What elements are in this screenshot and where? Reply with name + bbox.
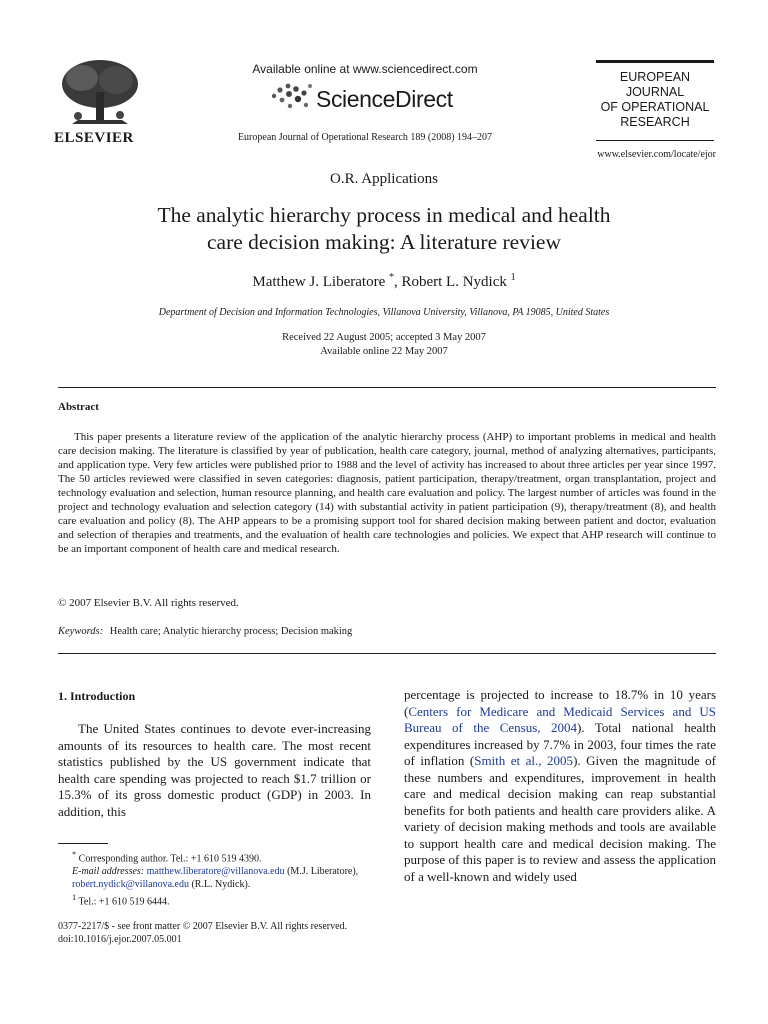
journal-title-line: JOURNAL: [625, 85, 685, 99]
footnote-text: Corresponding author. Tel.: +1 610 519 4390.: [78, 853, 262, 865]
email-link[interactable]: matthew.liberatore@villanova.edu: [146, 866, 285, 878]
article-dates: [0, 331, 768, 359]
footnote-text: Tel.: +1 610 519 6444.: [78, 896, 170, 908]
text-run: ). Given the magnitude of these numbers and expenditures, improvement in health care and medical decision making can reap substantial benefits for both patients and health care providers alike. A variety of decision making methods and tools are available to support health care and medical decision making. The purpose of this paper is to review and assess the application of a well-known and widely used: [404, 753, 716, 884]
journal-title-line: RESEARCH: [620, 115, 690, 129]
journal-title-box: [588, 70, 722, 130]
journal-title-line: EUROPEAN: [619, 70, 691, 84]
abstract-bottom-rule: [58, 653, 716, 654]
abstract-body: This paper presents a literature review of the application of the analytic hierarchy process (AHP) to important problems in medical and health care decision making. The literature is classified by year of publication, health care category, journal, method of analyzing alternatives, participants, and application type. Very few articles were published prior to 1988 and the level of activity has increased to about three articles per year since 1997. The 50 articles reviewed were classified in seven categories: diagnosis, patient participation, therapy/treatment, organ transplantation, project and technology evaluation and selection, human resource planning, and health care evaluation and policy. The largest number of articles was found in the project and technology evaluation and selection category (14) with substantial activity in patient participation (9), therapy/treatment (8), and health care evaluation and policy (8). The AHP appears to be a promising support tool for shared decision making between patient and doctor, evaluation and selection of therapies and treatments, and the evaluation of health care technologies and policies. We expect that AHP research will continue to be an important component of health care and medical research.: [58, 431, 716, 555]
sciencedirect-wordmark: ScienceDirect: [316, 86, 453, 112]
author-name[interactable]: Matthew J. Liberatore: [252, 274, 386, 290]
footnote-rule: [58, 843, 108, 844]
intro-paragraph: The United States continues to devote ever-increasing amounts of its resources to health care. The most recent statistics published by the US government indicate that health care spending was projected to reach $1.7 trillion or 15.3% of its gross domestic product (GDP) in 2003. In addition, this: [58, 721, 371, 819]
article-title-line: care decision making: A literature review: [206, 230, 561, 254]
publisher-wordmark: ELSEVIER: [54, 130, 134, 146]
journal-url-link[interactable]: www.elsevier.com/locate/ejor: [597, 149, 716, 160]
available-online-text: Available online at www.sciencedirect.com: [252, 62, 478, 76]
abstract-text: [58, 430, 716, 556]
email-owner: (R.L. Nydick).: [191, 879, 251, 891]
footnote-mark[interactable]: 1: [510, 272, 516, 283]
right-column-text: [404, 687, 716, 885]
journal-box-bottom-rule: [596, 140, 714, 141]
keywords: [58, 626, 352, 637]
journal-box-top-rule: [596, 60, 714, 63]
issn-line: 0377-2217/$ - see front matter © 2007 Elsevier B.V. All rights reserved.: [58, 921, 348, 932]
email-link[interactable]: robert.nydick@villanova.edu: [72, 879, 189, 891]
footnote-mark: 1: [72, 893, 77, 903]
footnotes: [58, 848, 371, 909]
front-matter-footer: [58, 920, 347, 946]
text-run: ). Total national health expenditures increased by 7.7% in 2003, four times the rate of inflation (: [404, 720, 716, 768]
author-list: [0, 272, 768, 291]
footnote-emails: [58, 865, 371, 891]
doi-line[interactable]: doi:10.1016/j.ejor.2007.05.001: [58, 934, 182, 945]
article-title: [84, 202, 684, 256]
keywords-list: Health care; Analytic hierarchy process; Decision making: [109, 626, 353, 637]
introduction-heading: 1. Introduction: [58, 689, 136, 703]
article-title-line: The analytic hierarchy process in medical and health: [157, 203, 611, 227]
citation-link[interactable]: Centers for Medicare and Medicaid Services and US Bureau of the Census, 2004: [404, 703, 716, 735]
citation-link[interactable]: Smith et al., 2005: [474, 753, 574, 768]
affiliation: Department of Decision and Information Technologies, Villanova University, Villanova, PA 19085, United States: [158, 307, 610, 318]
abstract-copyright: © 2007 Elsevier B.V. All rights reserved.: [58, 597, 239, 609]
author-name[interactable]: , Robert L. Nydick: [393, 274, 507, 290]
footnote-corresponding: [58, 848, 371, 865]
corresponding-mark[interactable]: *: [388, 272, 394, 283]
abstract-heading: Abstract: [58, 401, 99, 413]
available-online-date: Available online 22 May 2007: [320, 346, 448, 357]
footnote-tel: [58, 891, 371, 908]
footnote-mark: *: [72, 850, 77, 859]
left-column-text: [58, 721, 371, 820]
email-owner: (M.J. Liberatore),: [287, 866, 359, 878]
received-accepted-dates: Received 22 August 2005; accepted 3 May 2007: [282, 332, 486, 343]
section-label: O.R. Applications: [330, 171, 438, 187]
abstract-top-rule: [58, 387, 716, 388]
text-run: percentage is projected to increase to 18.7% in 10 years (: [404, 687, 716, 719]
journal-reference: European Journal of Operational Research 189 (2008) 194–207: [237, 132, 493, 143]
journal-title-line: OF OPERATIONAL: [600, 100, 710, 114]
email-label: E-mail addresses:: [72, 866, 145, 878]
keywords-label: Keywords:: [58, 626, 104, 637]
